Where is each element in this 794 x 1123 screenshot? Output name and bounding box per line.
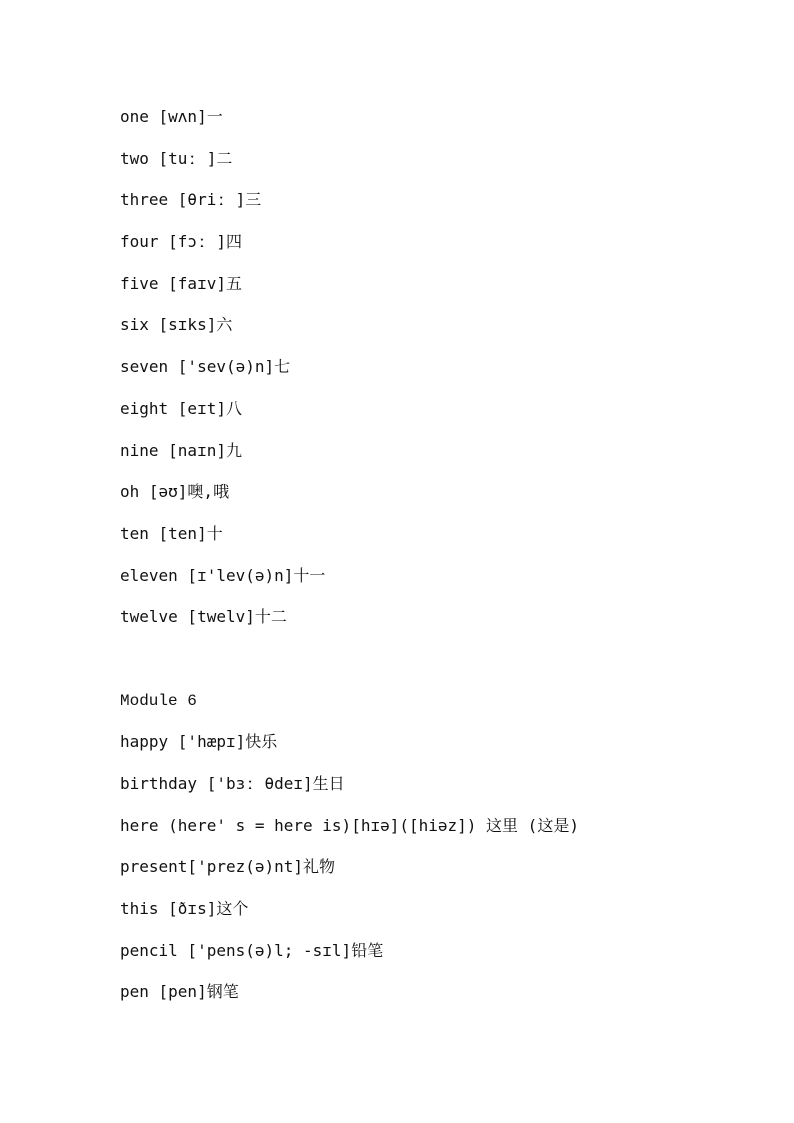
- vocab-line: three [θriː ]三: [120, 190, 262, 210]
- vocab-line: pen [pen]钢笔: [120, 982, 239, 1002]
- section-spacer: [120, 642, 740, 684]
- vocab-line: one [wʌn]一: [120, 107, 223, 126]
- module-title: Module 6: [120, 691, 197, 710]
- vocab-line: oh [əʊ]噢,哦: [120, 482, 230, 502]
- vocab-line: eight [eɪt]八: [120, 398, 242, 418]
- document-page: [120, 100, 740, 1017]
- vocab-line: two [tuː ]二: [120, 148, 233, 168]
- vocab-line: four [fɔː ]四: [120, 232, 242, 252]
- module-6-vocabulary-list: [120, 684, 740, 1018]
- vocab-line: pencil ['pens(ə)l; -sɪl]铅笔: [120, 940, 384, 960]
- vocab-line: this [ðɪs]这个: [120, 899, 249, 919]
- vocab-line: birthday ['bɜː θdeɪ]生日: [120, 774, 345, 793]
- vocab-line: here (here' s = here is)[hɪə]([hiəz]) 这里 (这是): [120, 815, 579, 835]
- vocab-line: five [faɪv]五: [120, 273, 242, 293]
- vocab-line: happy ['hæpɪ]快乐: [120, 732, 278, 752]
- vocab-line: nine [naɪn]九: [120, 440, 242, 460]
- vocab-line: seven ['sev(ə)n]七: [120, 357, 291, 377]
- vocab-line: ten [ten]十: [120, 523, 223, 543]
- vocab-line: six [sɪks]六: [120, 315, 233, 335]
- vocab-line: eleven [ɪ'lev(ə)n]十一: [120, 565, 326, 585]
- vocab-line: present['prez(ə)nt]礼物: [120, 857, 336, 877]
- vocab-line: twelve [twelv]十二: [120, 607, 287, 627]
- number-vocabulary-list: [120, 100, 740, 642]
